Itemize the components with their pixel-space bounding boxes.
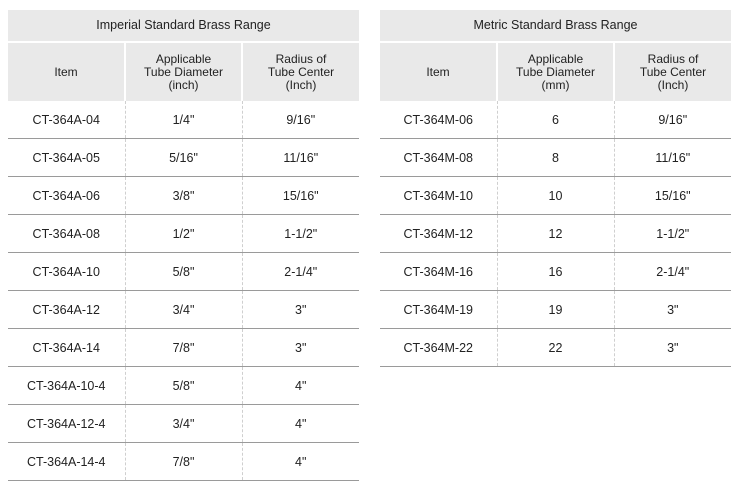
imperial-cell-item: CT-364A-08	[8, 215, 125, 253]
metric-cell-radius: 3"	[614, 291, 731, 329]
metric-cell-radius: 15/16"	[614, 177, 731, 215]
metric-table-title: Metric Standard Brass Range	[380, 10, 731, 42]
imperial-table-row	[8, 177, 359, 215]
metric-cell-tube-diameter: 6	[497, 101, 614, 139]
imperial-cell-radius: 15/16"	[242, 177, 359, 215]
imperial-cell-item: CT-364A-04	[8, 101, 125, 139]
metric-table-body	[380, 101, 731, 367]
metric-brass-table	[380, 10, 731, 367]
imperial-cell-item: CT-364A-10	[8, 253, 125, 291]
metric-cell-radius: 11/16"	[614, 139, 731, 177]
metric-cell-item: CT-364M-12	[380, 215, 497, 253]
imperial-cell-tube-diameter: 3/4"	[125, 405, 242, 443]
metric-table-row	[380, 291, 731, 329]
imperial-cell-radius: 3"	[242, 329, 359, 367]
imperial-header-item: Item	[8, 42, 125, 101]
imperial-cell-item: CT-364A-10-4	[8, 367, 125, 405]
imperial-table-row	[8, 101, 359, 139]
imperial-table-row	[8, 291, 359, 329]
metric-header-tube-diameter: Applicable Tube Diameter (mm)	[497, 42, 614, 101]
metric-cell-tube-diameter: 16	[497, 253, 614, 291]
imperial-cell-tube-diameter: 1/2"	[125, 215, 242, 253]
imperial-cell-radius: 11/16"	[242, 139, 359, 177]
metric-cell-item: CT-364M-19	[380, 291, 497, 329]
imperial-brass-table	[8, 10, 359, 481]
imperial-cell-tube-diameter: 3/4"	[125, 291, 242, 329]
imperial-table-row	[8, 215, 359, 253]
metric-cell-tube-diameter: 19	[497, 291, 614, 329]
metric-cell-tube-diameter: 8	[497, 139, 614, 177]
imperial-table-title: Imperial Standard Brass Range	[8, 10, 359, 42]
imperial-cell-item: CT-364A-12	[8, 291, 125, 329]
imperial-cell-radius: 3"	[242, 291, 359, 329]
imperial-header-tube-diameter: Applicable Tube Diameter (inch)	[125, 42, 242, 101]
metric-cell-radius: 2-1/4"	[614, 253, 731, 291]
imperial-table-row	[8, 329, 359, 367]
imperial-cell-radius: 4"	[242, 405, 359, 443]
imperial-table-body	[8, 101, 359, 481]
imperial-cell-tube-diameter: 5/8"	[125, 253, 242, 291]
imperial-cell-item: CT-364A-06	[8, 177, 125, 215]
metric-table-row	[380, 215, 731, 253]
imperial-cell-radius: 9/16"	[242, 101, 359, 139]
imperial-header-radius: Radius of Tube Center (Inch)	[242, 42, 359, 101]
imperial-table-row	[8, 405, 359, 443]
imperial-cell-radius: 2-1/4"	[242, 253, 359, 291]
metric-cell-tube-diameter: 22	[497, 329, 614, 367]
imperial-cell-radius: 4"	[242, 367, 359, 405]
metric-table-row	[380, 139, 731, 177]
metric-cell-radius: 9/16"	[614, 101, 731, 139]
imperial-cell-radius: 4"	[242, 443, 359, 481]
metric-table-row	[380, 329, 731, 367]
metric-cell-radius: 1-1/2"	[614, 215, 731, 253]
imperial-table-row	[8, 443, 359, 481]
imperial-cell-tube-diameter: 1/4"	[125, 101, 242, 139]
imperial-cell-radius: 1-1/2"	[242, 215, 359, 253]
imperial-cell-tube-diameter: 5/8"	[125, 367, 242, 405]
metric-header-radius: Radius of Tube Center (Inch)	[614, 42, 731, 101]
imperial-cell-item: CT-364A-12-4	[8, 405, 125, 443]
metric-table-row	[380, 101, 731, 139]
imperial-table-row	[8, 367, 359, 405]
imperial-cell-item: CT-364A-14-4	[8, 443, 125, 481]
metric-cell-item: CT-364M-16	[380, 253, 497, 291]
metric-cell-item: CT-364M-10	[380, 177, 497, 215]
metric-cell-tube-diameter: 10	[497, 177, 614, 215]
metric-cell-tube-diameter: 12	[497, 215, 614, 253]
imperial-table-row	[8, 139, 359, 177]
metric-cell-item: CT-364M-22	[380, 329, 497, 367]
imperial-cell-tube-diameter: 5/16"	[125, 139, 242, 177]
imperial-cell-tube-diameter: 7/8"	[125, 443, 242, 481]
imperial-cell-item: CT-364A-14	[8, 329, 125, 367]
metric-table-row	[380, 177, 731, 215]
imperial-table-row	[8, 253, 359, 291]
imperial-cell-item: CT-364A-05	[8, 139, 125, 177]
metric-cell-item: CT-364M-08	[380, 139, 497, 177]
metric-cell-radius: 3"	[614, 329, 731, 367]
imperial-cell-tube-diameter: 3/8"	[125, 177, 242, 215]
metric-table-row	[380, 253, 731, 291]
metric-header-item: Item	[380, 42, 497, 101]
metric-cell-item: CT-364M-06	[380, 101, 497, 139]
imperial-cell-tube-diameter: 7/8"	[125, 329, 242, 367]
